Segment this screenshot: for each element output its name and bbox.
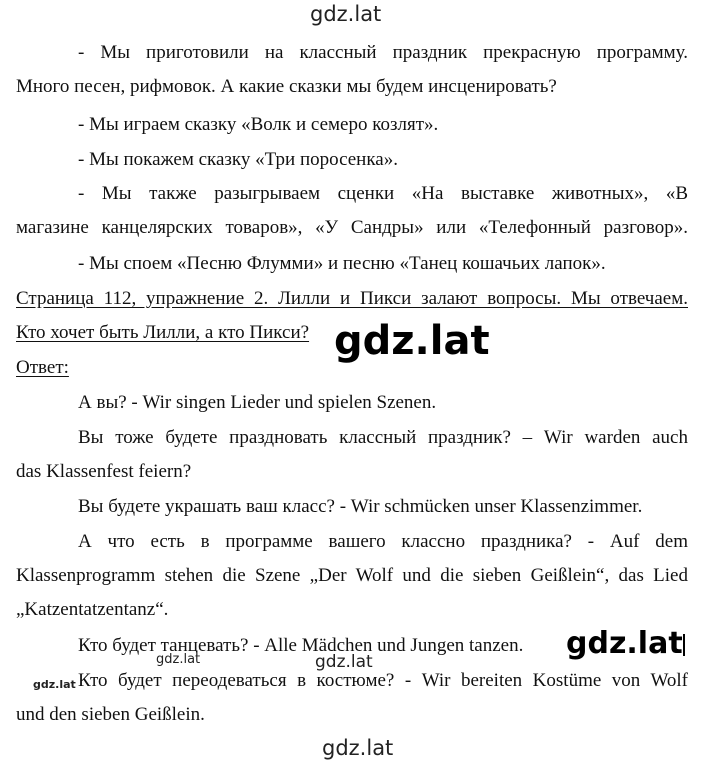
watermark-top: gdz.lat: [310, 2, 382, 26]
watermark-right: gdz.lat: [566, 626, 683, 661]
answer-2-line-2: das Klassenfest feiern?: [16, 461, 192, 482]
answer-4-line-1: А что есть в программе вашего классно праздника? - Auf dem: [78, 531, 688, 552]
paragraph-4-line-2: магазине канцелярских товаров», «У Сандры» или «Телефонный разговор».: [16, 217, 688, 238]
watermark-small-2: gdz.lat: [315, 652, 373, 672]
paragraph-3: - Мы покажем сказку «Три поросенка».: [78, 149, 398, 170]
answer-2-line-1: Вы тоже будете праздновать классный праздник? – Wir warden auch: [78, 427, 688, 448]
paragraph-2: - Мы играем сказку «Волк и семеро козлят».: [78, 114, 439, 135]
paragraph-4-line-1: - Мы также разыгрываем сценки «На выставке животных», «В: [78, 183, 688, 204]
paragraph-1-line-2: Много песен, рифмовок. А какие сказки мы будем инсценировать?: [16, 76, 557, 97]
answer-label: Ответ:: [16, 357, 69, 378]
watermark-small-1: gdz.lat: [156, 652, 201, 667]
answer-1: А вы? - Wir singen Lieder und spielen Szenen.: [78, 392, 437, 413]
answer-3: Вы будете украшать ваш класс? - Wir schmücken unser Klassenzimmer.: [78, 496, 643, 517]
task-heading-line-1: Страница 112, упражнение 2. Лилли и Пикси залают вопросы. Мы отвечаем.: [16, 288, 688, 309]
answer-6-line-2: und den sieben Geißlein.: [16, 704, 205, 725]
text-cursor-mark: [683, 634, 685, 656]
watermark-small-3: gdz.lat: [33, 678, 76, 691]
task-heading-line-2: Кто хочет быть Лилли, а кто Пикси?: [16, 322, 310, 343]
paragraph-1-line-1: - Мы приготовили на классный праздник прекрасную программу.: [78, 42, 688, 63]
answer-4-line-3: „Katzentatzentanz“.: [16, 599, 169, 620]
answer-4-line-2: Klassenprogramm stehen die Szene „Der Wolf und die sieben Geißlein“, das Lied: [16, 565, 688, 586]
paragraph-5: - Мы споем «Песню Флумми» и песню «Танец кошачьих лапок».: [78, 253, 606, 274]
answer-5: Кто будет танцевать? - Alle Mädchen und Jungen tanzen.: [78, 635, 524, 656]
watermark-big-center: gdz.lat: [334, 318, 490, 364]
answer-6-line-1: Кто будет переодеваться в костюме? - Wir bereiten Kostüme von Wolf: [78, 670, 688, 691]
watermark-bottom: gdz.lat: [322, 736, 394, 760]
